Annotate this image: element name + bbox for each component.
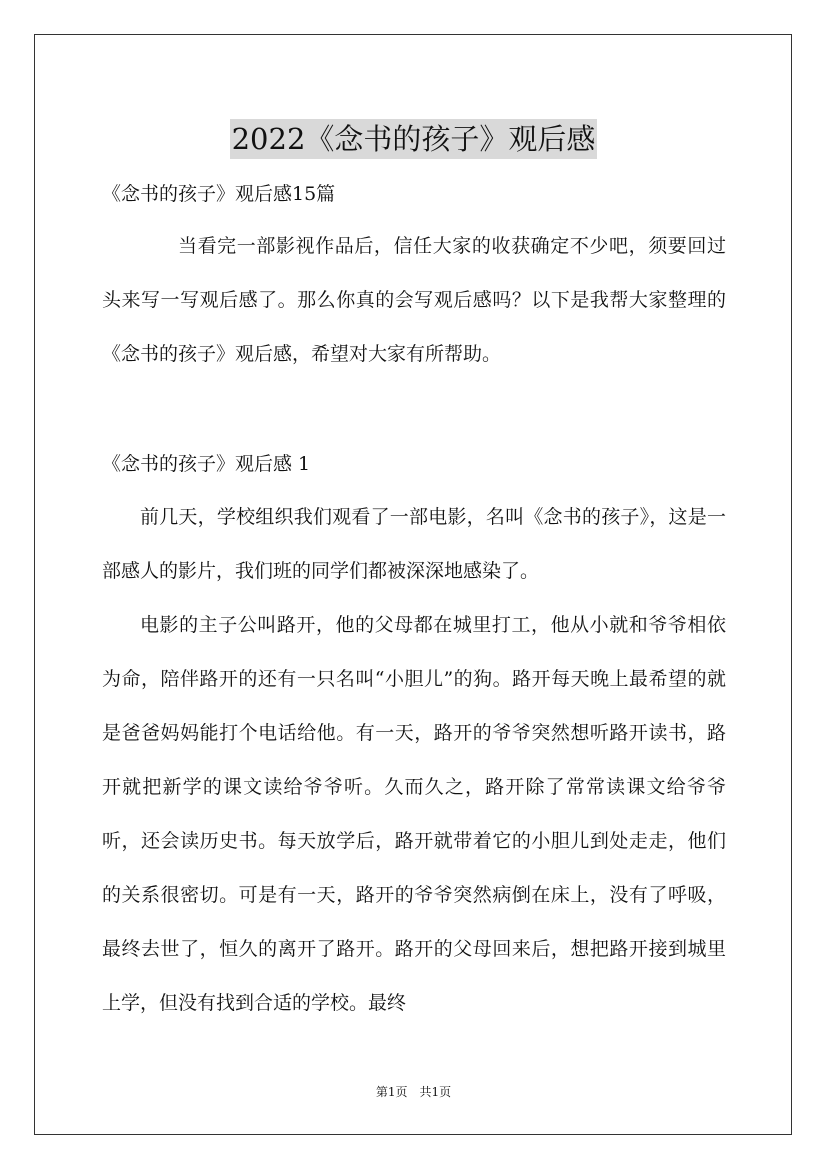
document-title: 2022《念书的孩子》观后感 bbox=[230, 119, 598, 159]
document-subtitle: 《念书的孩子》观后感15篇 bbox=[102, 183, 336, 205]
body-paragraph-1: 前几天，学校组织我们观看了一部电影，名叫《念书的孩子》，这是一部感人的影片，我们班的同学们都被深深地感染了。 bbox=[102, 506, 726, 582]
section-heading: 《念书的孩子》观后感 1 bbox=[102, 453, 311, 475]
intro-paragraph: 当看完一部影视作品后，信任大家的收获确定不少吧，须要回过头来写一写观后感了。那么你真的会写观后感吗？以下是我帮大家整理的《念书的孩子》观后感，希望对大家有所帮助。 bbox=[102, 235, 726, 365]
body-paragraph-2: 电影的主子公叫路开，他的父母都在城里打工，他从小就和爷爷相依为命，陪伴路开的还有一只名叫“小胆儿”的狗。路开每天晚上最希望的就是爸爸妈妈能打个电话给他。有一天，路开的爷爷突然想听路开读书，路开就把新学的课文读给爷爷听。久而久之，路开除了常常读课文给爷爷听，还会读历史书。每天放学后，路开就带着它的小胆儿到处走走，他们的关系很密切。可是有一天，路开的爷爷突然病倒在床上，没有了呼吸，最终去世了，恒久的离开了路开。路开的父母回来后，想把路开接到城里上学，但没有找到合适的学校。最终 bbox=[102, 614, 726, 1014]
page-footer: 第1页 共1页 bbox=[375, 1085, 452, 1099]
